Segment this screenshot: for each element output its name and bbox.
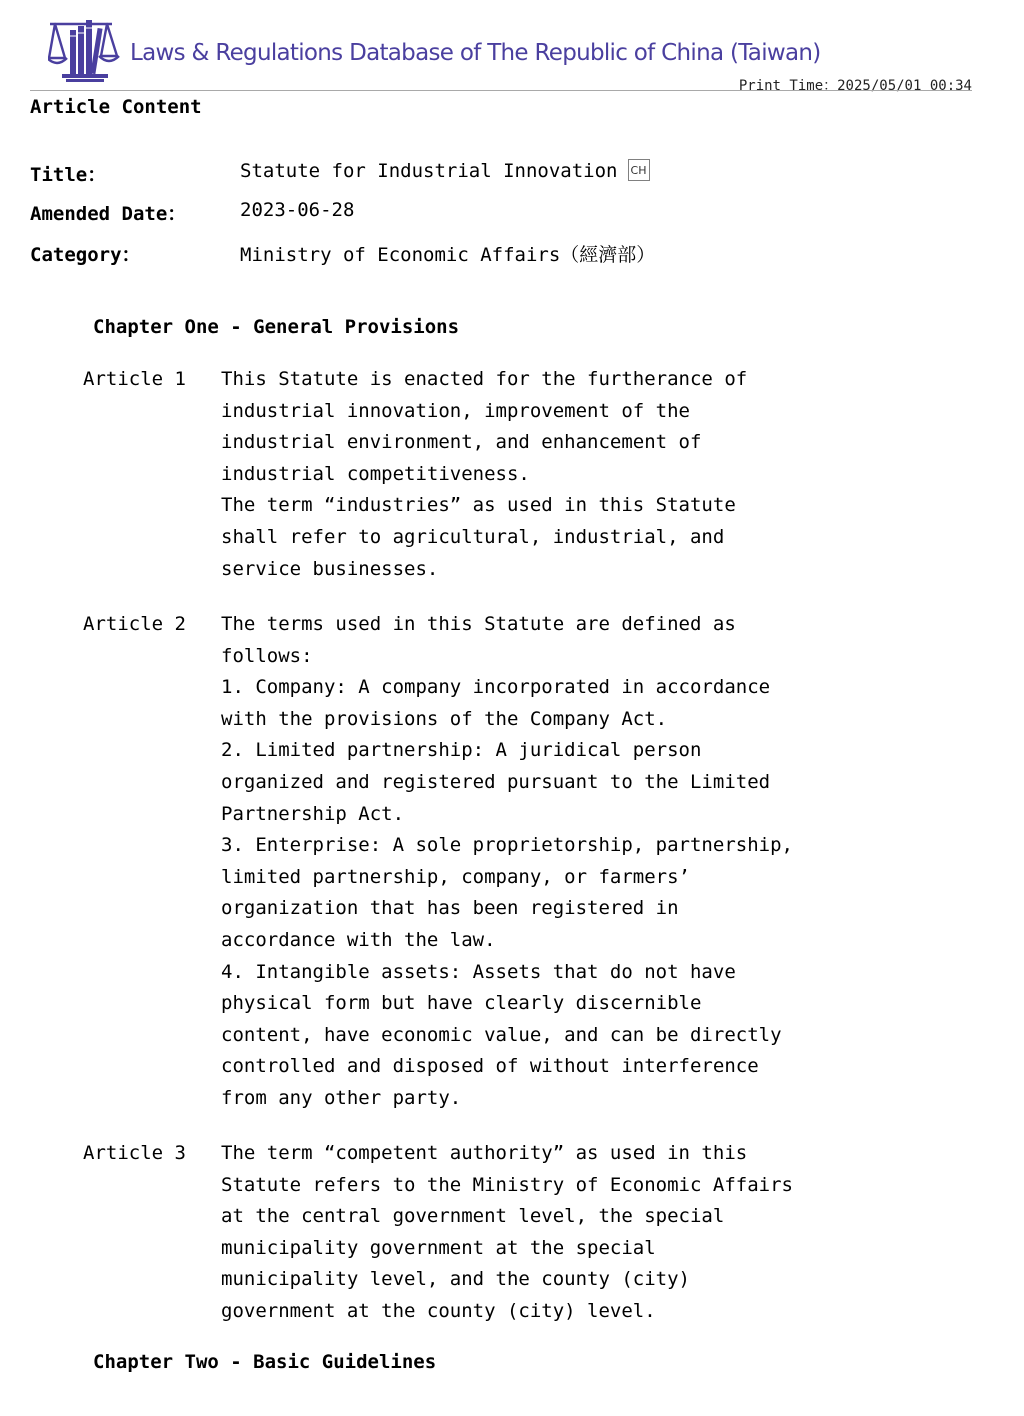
article-paragraph: The term “industries” as used in this Statute shall refer to agricultural, industrial, and service businesses. [221,494,736,580]
article-paragraph: This Statute is enacted for the furtherance of industrial innovation, improvement of the industrial environment, and enhancement of industrial competitiveness. [221,368,748,485]
category-value: Ministry of Economic Affairs（經濟部） [240,244,656,266]
chapter-heading: Chapter Two - Basic Guidelines [93,1351,437,1373]
chapter-heading: Chapter One - General Provisions [93,316,460,338]
title-value: Statute for Industrial Innovation [240,160,618,182]
article-paragraph: The term “competent authority” as used in this Statute refers to the Ministry of Economic Affairs at the central government level, the special municipality government at the special municipality level, and the county (city) government at the county (city) level. [221,1142,793,1322]
article-2 [83,613,803,1115]
category-label: Category： [30,244,141,266]
amended-date-label: Amended Date： [30,203,187,225]
chinese-version-link[interactable]: CH [628,159,650,181]
print-time: Print Time：2025/05/01 00:34 [738,78,972,94]
article-paragraph: The terms used in this Statute are defined as follows: [221,613,736,667]
article-body [221,1138,796,1328]
site-title: Laws & Regulations Database of The Republic of China (Taiwan) [130,40,821,66]
article-paragraph: 3. Enterprise: A sole proprietorship, partnership, limited partnership, company, or farmers’ organization that has been registered in accordance with the law. [221,834,793,951]
page-title: Article Content [30,96,202,118]
article-paragraph: 2. Limited partnership: A juridical person organized and registered pursuant to the Limited Partnership Act. [221,739,771,825]
article-label: Article 2 [83,613,186,635]
article-3 [83,1142,803,1328]
article-body [221,609,796,1115]
header-divider [30,90,972,91]
article-1 [83,368,803,585]
article-paragraph: 4. Intangible assets: Assets that do not have physical form but have clearly discernible content, have economic value, and can be directly controlled and disposed of without interference from any other party. [221,960,782,1109]
article-label: Article 1 [83,368,186,390]
title-label: Title： [30,164,107,186]
page-header [30,14,972,92]
title-row [30,160,930,188]
amended-date-value: 2023-06-28 [240,199,355,221]
article-body [221,364,796,585]
article-paragraph: 1. Company: A company incorporated in accordance with the provisions of the Company Act. [221,676,771,730]
category-row [30,240,930,268]
article-label: Article 3 [83,1142,186,1164]
scales-and-books-logo-icon [48,16,122,82]
amended-date-row [30,199,930,227]
title-value-wrapper [240,160,650,182]
